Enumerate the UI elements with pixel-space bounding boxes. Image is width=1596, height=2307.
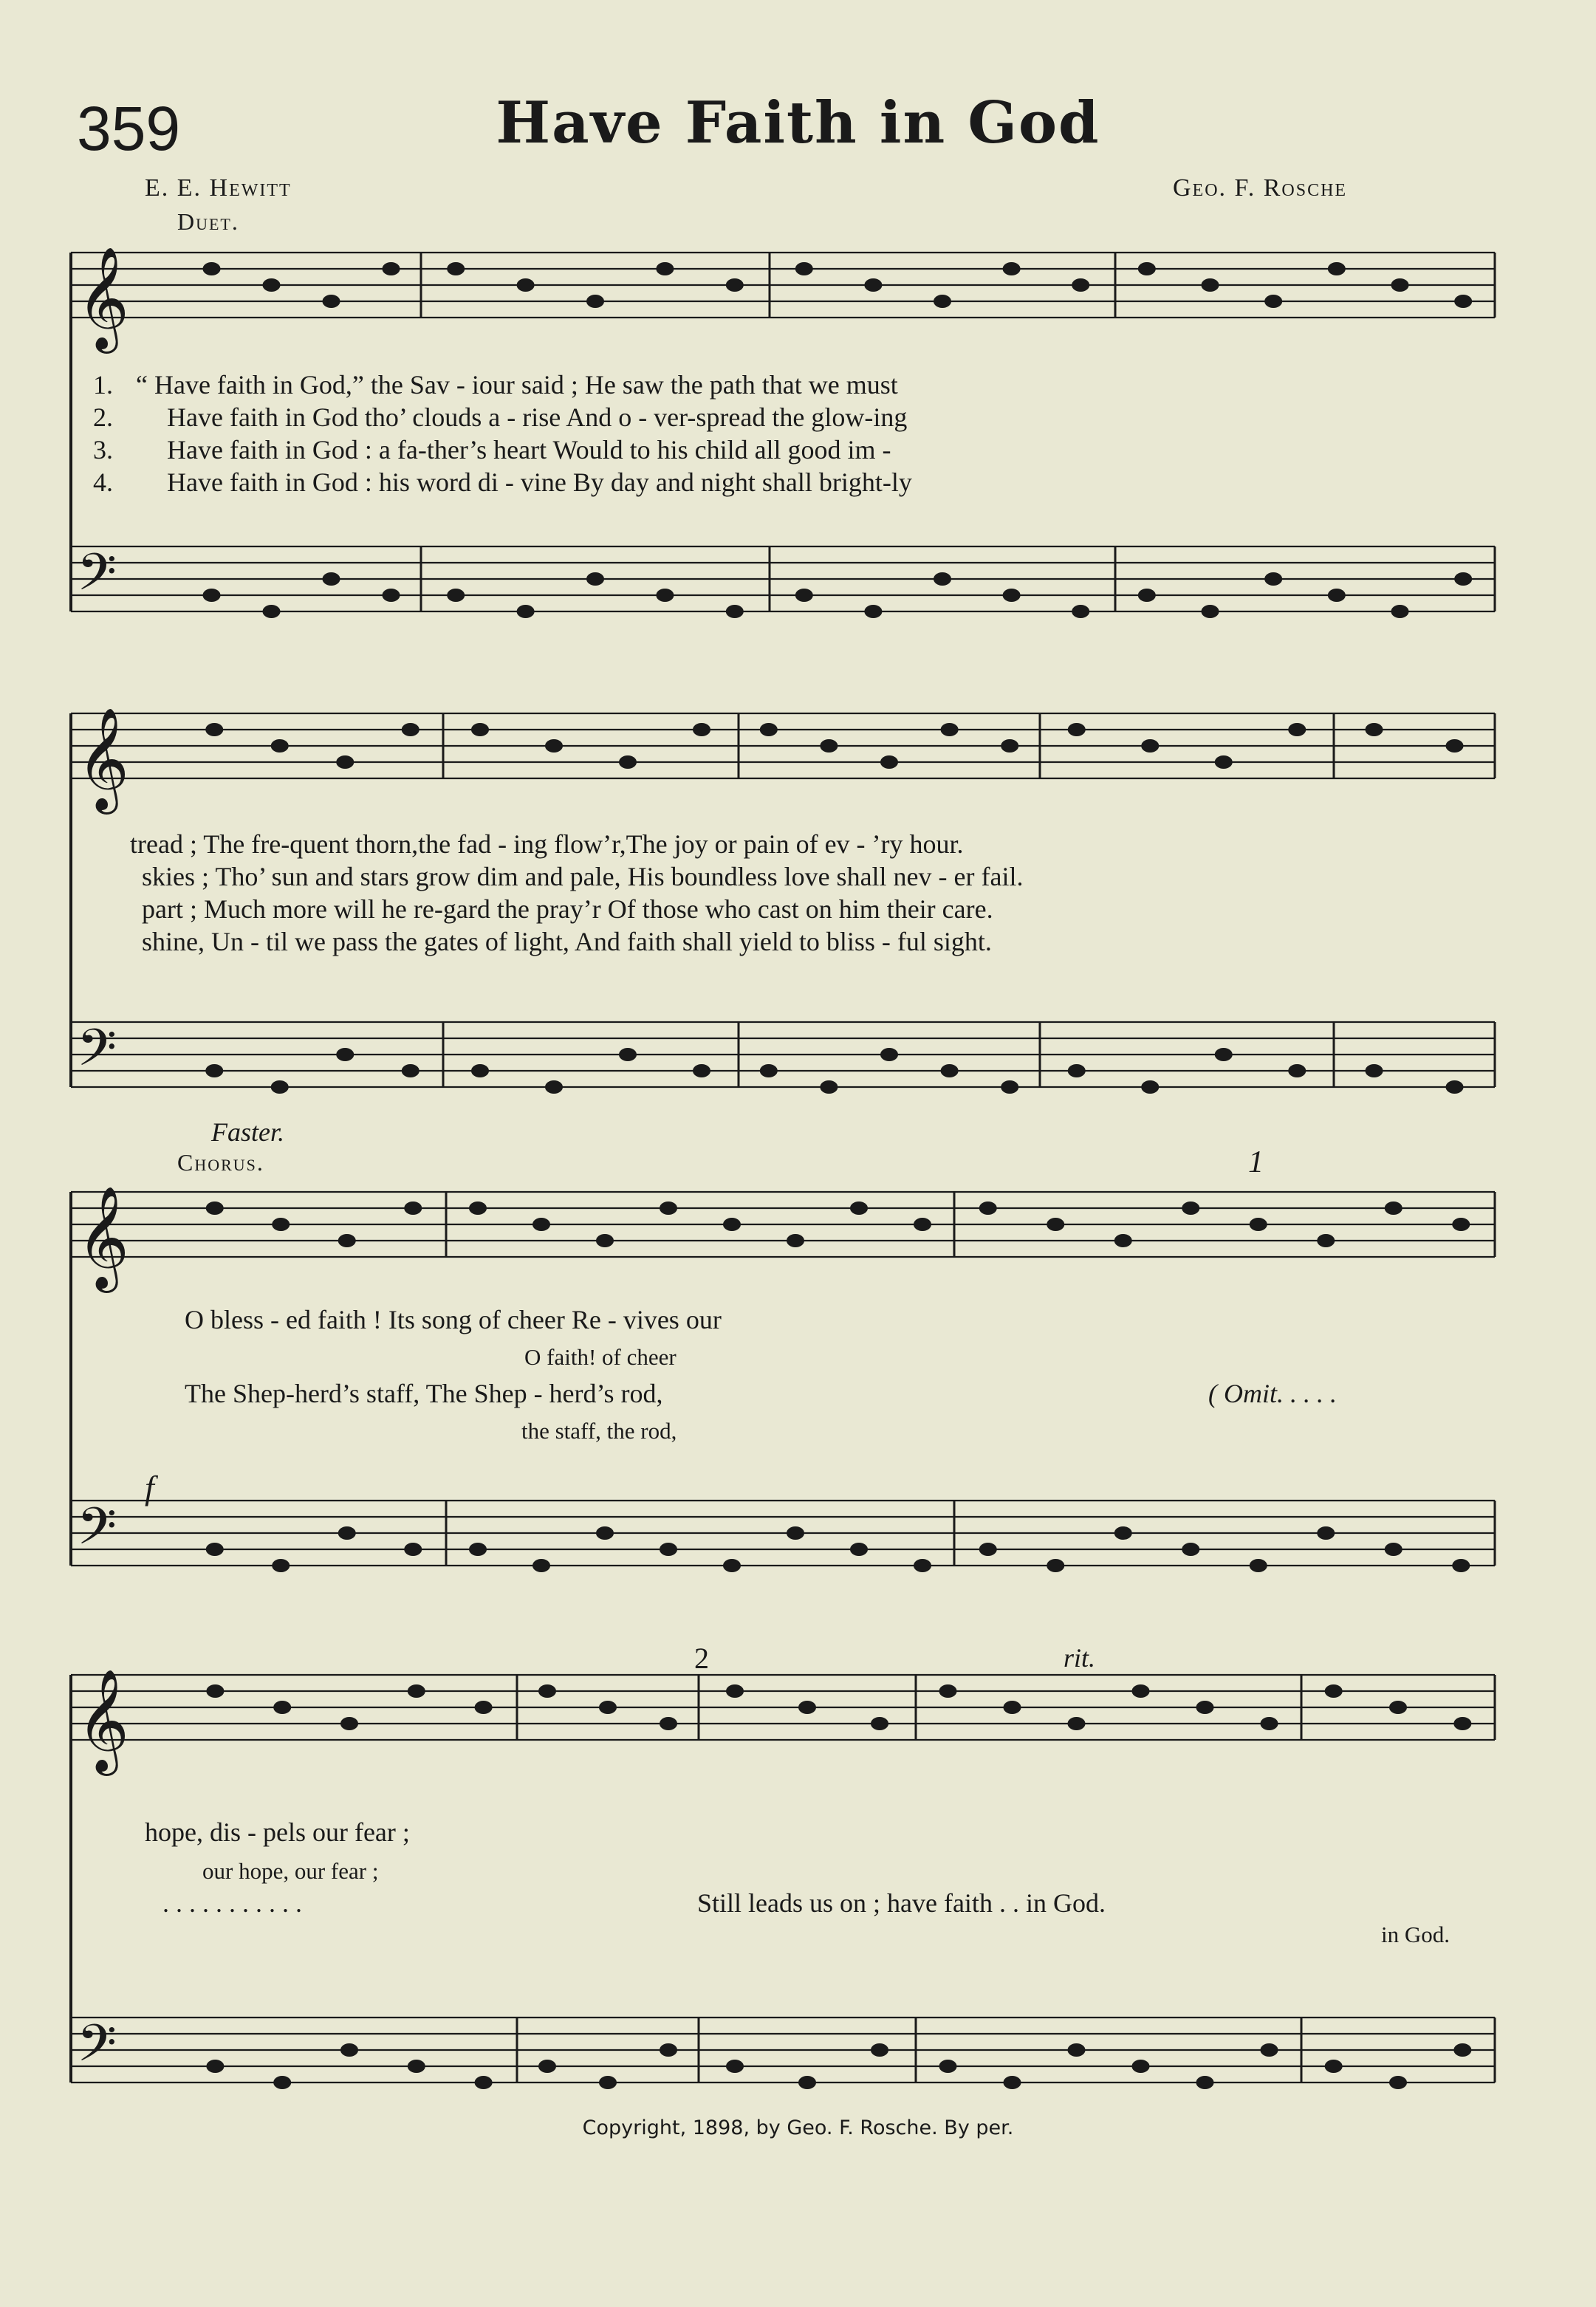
composer-credit: Geo. F. Rosche [1173,174,1348,202]
note-head [205,723,223,736]
note-head [340,1717,358,1730]
note-head [1288,723,1306,736]
note-head [1196,2076,1214,2089]
note-head [1047,1559,1064,1572]
note-head [404,1202,422,1215]
note-head [795,262,813,275]
note-head [787,1234,804,1247]
note-head [1325,1684,1343,1698]
note-head [517,278,535,292]
chorus-dots: . . . . . . . . . . . [162,1888,302,1918]
note-head [1389,2076,1407,2089]
note-head [660,1202,677,1215]
bass-clef: 𝄢 [77,2013,117,2085]
note-head [1003,589,1021,602]
note-head [271,739,289,753]
note-head [1004,2076,1021,2089]
note-head [1004,1701,1021,1714]
note-head [619,1048,637,1061]
note-head [1452,1559,1470,1572]
chorus-bass-line: Still leads us on ; have faith . . in God. [697,1888,1106,1918]
dynamic-forte: f [145,1469,154,1506]
note-head [1261,2043,1278,2057]
note-head [1391,278,1409,292]
note-head [596,1234,614,1247]
note-head [545,1080,563,1094]
note-head [760,1064,778,1077]
note-head [471,723,489,736]
note-head [1132,2060,1150,2073]
note-head [1114,1234,1132,1247]
note-head [532,1559,550,1572]
duet-label: Duet. [177,208,239,235]
note-head [336,755,354,769]
note-head [939,1684,957,1698]
note-head [1264,295,1282,308]
note-head [263,278,281,292]
note-head [820,739,838,753]
note-head [1453,1717,1471,1730]
hymn-title: Have Faith in God [496,89,1100,157]
note-head [1215,1048,1233,1061]
note-head [1453,2043,1471,2057]
volta-1: 1 [1248,1145,1264,1179]
note-head [271,1080,289,1094]
note-head [447,589,465,602]
note-head [693,1064,710,1077]
verse-line: skies ; Tho’ sun and stars grow dim and pale, His boundless love shall nev - er fail. [142,862,1024,891]
verse-number: 3. [93,435,113,465]
note-head [1454,295,1472,308]
note-head [1264,572,1282,586]
note-head [1068,723,1086,736]
note-head [338,1234,356,1247]
note-head [1138,589,1156,602]
note-head [1250,1559,1267,1572]
note-head [1001,739,1018,753]
note-head [726,2060,744,2073]
note-head [402,723,419,736]
note-head [599,1701,617,1714]
note-head [383,262,400,275]
bass-clef: 𝄢 [77,1018,117,1090]
note-head [1202,605,1219,618]
note-head [871,1717,888,1730]
note-head [934,572,951,586]
note-head [340,2043,358,2057]
note-head [1072,278,1089,292]
note-head [1072,605,1089,618]
note-head [723,1559,741,1572]
note-head [599,2076,617,2089]
note-head [726,278,744,292]
omit-note: ( Omit. . . . . [1208,1379,1337,1408]
bass-clef: 𝄢 [77,542,117,614]
note-head [1385,1543,1403,1556]
verse-line: tread ; The fre-quent thorn,the fad - ing flow’r,The joy or pain of ev - ’ry hour. [130,829,964,859]
copyright-notice: Copyright, 1898, by Geo. F. Rosche. By per. [582,2116,1014,2139]
note-head [1317,1526,1335,1540]
note-head [660,1543,677,1556]
note-head [795,589,813,602]
verse-line: Have faith in God : his word di - vine By day and night shall bright-ly [167,467,912,497]
note-head [263,605,281,618]
note-head [323,295,340,308]
note-head [1317,1234,1335,1247]
volta-2: 2 [694,1642,709,1675]
chorus-label: Chorus. [177,1149,264,1176]
verse-line: shine, Un - til we pass the gates of light, And faith shall yield to bliss - ful sight. [142,927,992,956]
note-head [475,2076,493,2089]
note-head [538,1684,556,1698]
note-head [798,1701,816,1714]
note-head [408,2060,425,2073]
note-head [726,1684,744,1698]
note-head [469,1543,487,1556]
note-head [1196,1701,1214,1714]
note-head [475,1701,493,1714]
note-head [545,739,563,753]
note-head [1261,1717,1278,1730]
chorus-alto-echo: our hope, our fear ; [202,1858,379,1884]
treble-clef: 𝄞 [77,1669,129,1772]
note-head [206,1543,224,1556]
note-head [787,1526,804,1540]
verse-number: 2. [93,402,113,432]
note-head [402,1064,419,1077]
note-head [273,2076,291,2089]
note-head [660,1717,677,1730]
note-head [273,1701,291,1714]
hymn-number: 359 [77,94,181,163]
note-head [1391,605,1409,618]
note-head [1114,1526,1132,1540]
note-head [586,295,604,308]
note-head [272,1218,290,1231]
note-head [914,1559,931,1572]
note-head [880,1048,898,1061]
note-head [934,295,951,308]
note-head [1366,1064,1383,1077]
note-head [914,1218,931,1231]
bar-lines [71,253,1495,2083]
note-head [206,1202,224,1215]
note-head [205,1064,223,1077]
note-head [538,2060,556,2073]
note-head [323,572,340,586]
bass-clef: 𝄢 [77,1496,117,1569]
note-head [1141,1080,1159,1094]
note-head [726,605,744,618]
note-head [1366,723,1383,736]
verse-number: 4. [93,467,113,497]
verse-number: 1. [93,370,113,400]
note-head [979,1202,997,1215]
note-head [338,1526,356,1540]
chorus-soprano-line: O bless - ed faith ! Its song of cheer Re - vives our [185,1305,722,1334]
note-head [864,605,882,618]
note-head [1003,262,1021,275]
note-head [871,2043,888,2057]
note-head [1215,755,1233,769]
note-head [336,1048,354,1061]
note-head [880,755,898,769]
note-head [693,723,710,736]
note-head [1328,262,1346,275]
treble-clef: 𝄞 [77,1186,129,1289]
note-head [1452,1218,1470,1231]
verse-line: Have faith in God tho’ clouds a - rise And o - ver-spread the glow-ing [167,402,908,432]
note-head [408,1684,425,1698]
note-head [1202,278,1219,292]
note-head [596,1526,614,1540]
note-head [1182,1202,1199,1215]
note-head [941,1064,959,1077]
note-head [723,1218,741,1231]
treble-clef: 𝄞 [77,247,129,349]
note-head [1068,1064,1086,1077]
note-head [798,2076,816,2089]
note-head [656,262,674,275]
ritardando: rit. [1064,1643,1096,1673]
note-head [1068,2043,1086,2057]
note-head [656,589,674,602]
note-head [941,723,959,736]
note-head [272,1559,290,1572]
clefs [77,247,129,2085]
note-head [203,589,221,602]
note-head [1250,1218,1267,1231]
note-head [619,755,637,769]
treble-clef: 𝄞 [77,707,129,810]
note-head [820,1080,838,1094]
note-head [939,2060,957,2073]
note-head [1389,1701,1407,1714]
staff-lines [71,253,1495,2083]
note-head [1001,1080,1018,1094]
chorus-soprano-line: hope, dis - pels our fear ; [145,1817,410,1847]
note-head [404,1543,422,1556]
note-head [383,589,400,602]
note-heads [203,222,1473,2089]
note-head [864,278,882,292]
note-head [660,2043,677,2057]
note-head [586,572,604,586]
note-head [1385,1202,1403,1215]
note-head [1288,1064,1306,1077]
note-head [1068,1717,1086,1730]
note-head [206,2060,224,2073]
note-head [1047,1218,1064,1231]
note-head [206,1684,224,1698]
note-head [1454,572,1472,586]
note-head [1132,1684,1150,1698]
note-head [760,723,778,736]
note-head [471,1064,489,1077]
note-head [532,1218,550,1231]
note-head [1446,739,1464,753]
verse-line: Have faith in God : a fa-ther’s heart Would to his child all good im - [167,435,891,465]
note-head [979,1543,997,1556]
chorus-bass-line: The Shep-herd’s staff, The Shep - herd’s rod, [185,1379,663,1408]
note-head [1138,262,1156,275]
note-head [469,1202,487,1215]
verse-line: “ Have faith in God,” the Sav - iour said ; He saw the path that we must [136,370,898,400]
note-head [203,262,221,275]
note-head [1141,739,1159,753]
note-head [1182,1543,1199,1556]
note-head [850,1543,868,1556]
note-head [447,262,465,275]
chorus-bass-echo: the staff, the rod, [521,1418,677,1444]
tempo-faster: Faster. [211,1117,284,1147]
note-head [1328,589,1346,602]
chorus-bass-echo: in God. [1381,1922,1450,1947]
note-head [1325,2060,1343,2073]
verse-line: part ; Much more will he re-gard the pray’r Of those who cast on him their care. [142,894,993,924]
note-head [850,1202,868,1215]
note-head [517,605,535,618]
note-head [1446,1080,1464,1094]
poet-credit: E. E. Hewitt [145,174,292,202]
chorus-alto-echo: O faith! of cheer [524,1344,677,1370]
